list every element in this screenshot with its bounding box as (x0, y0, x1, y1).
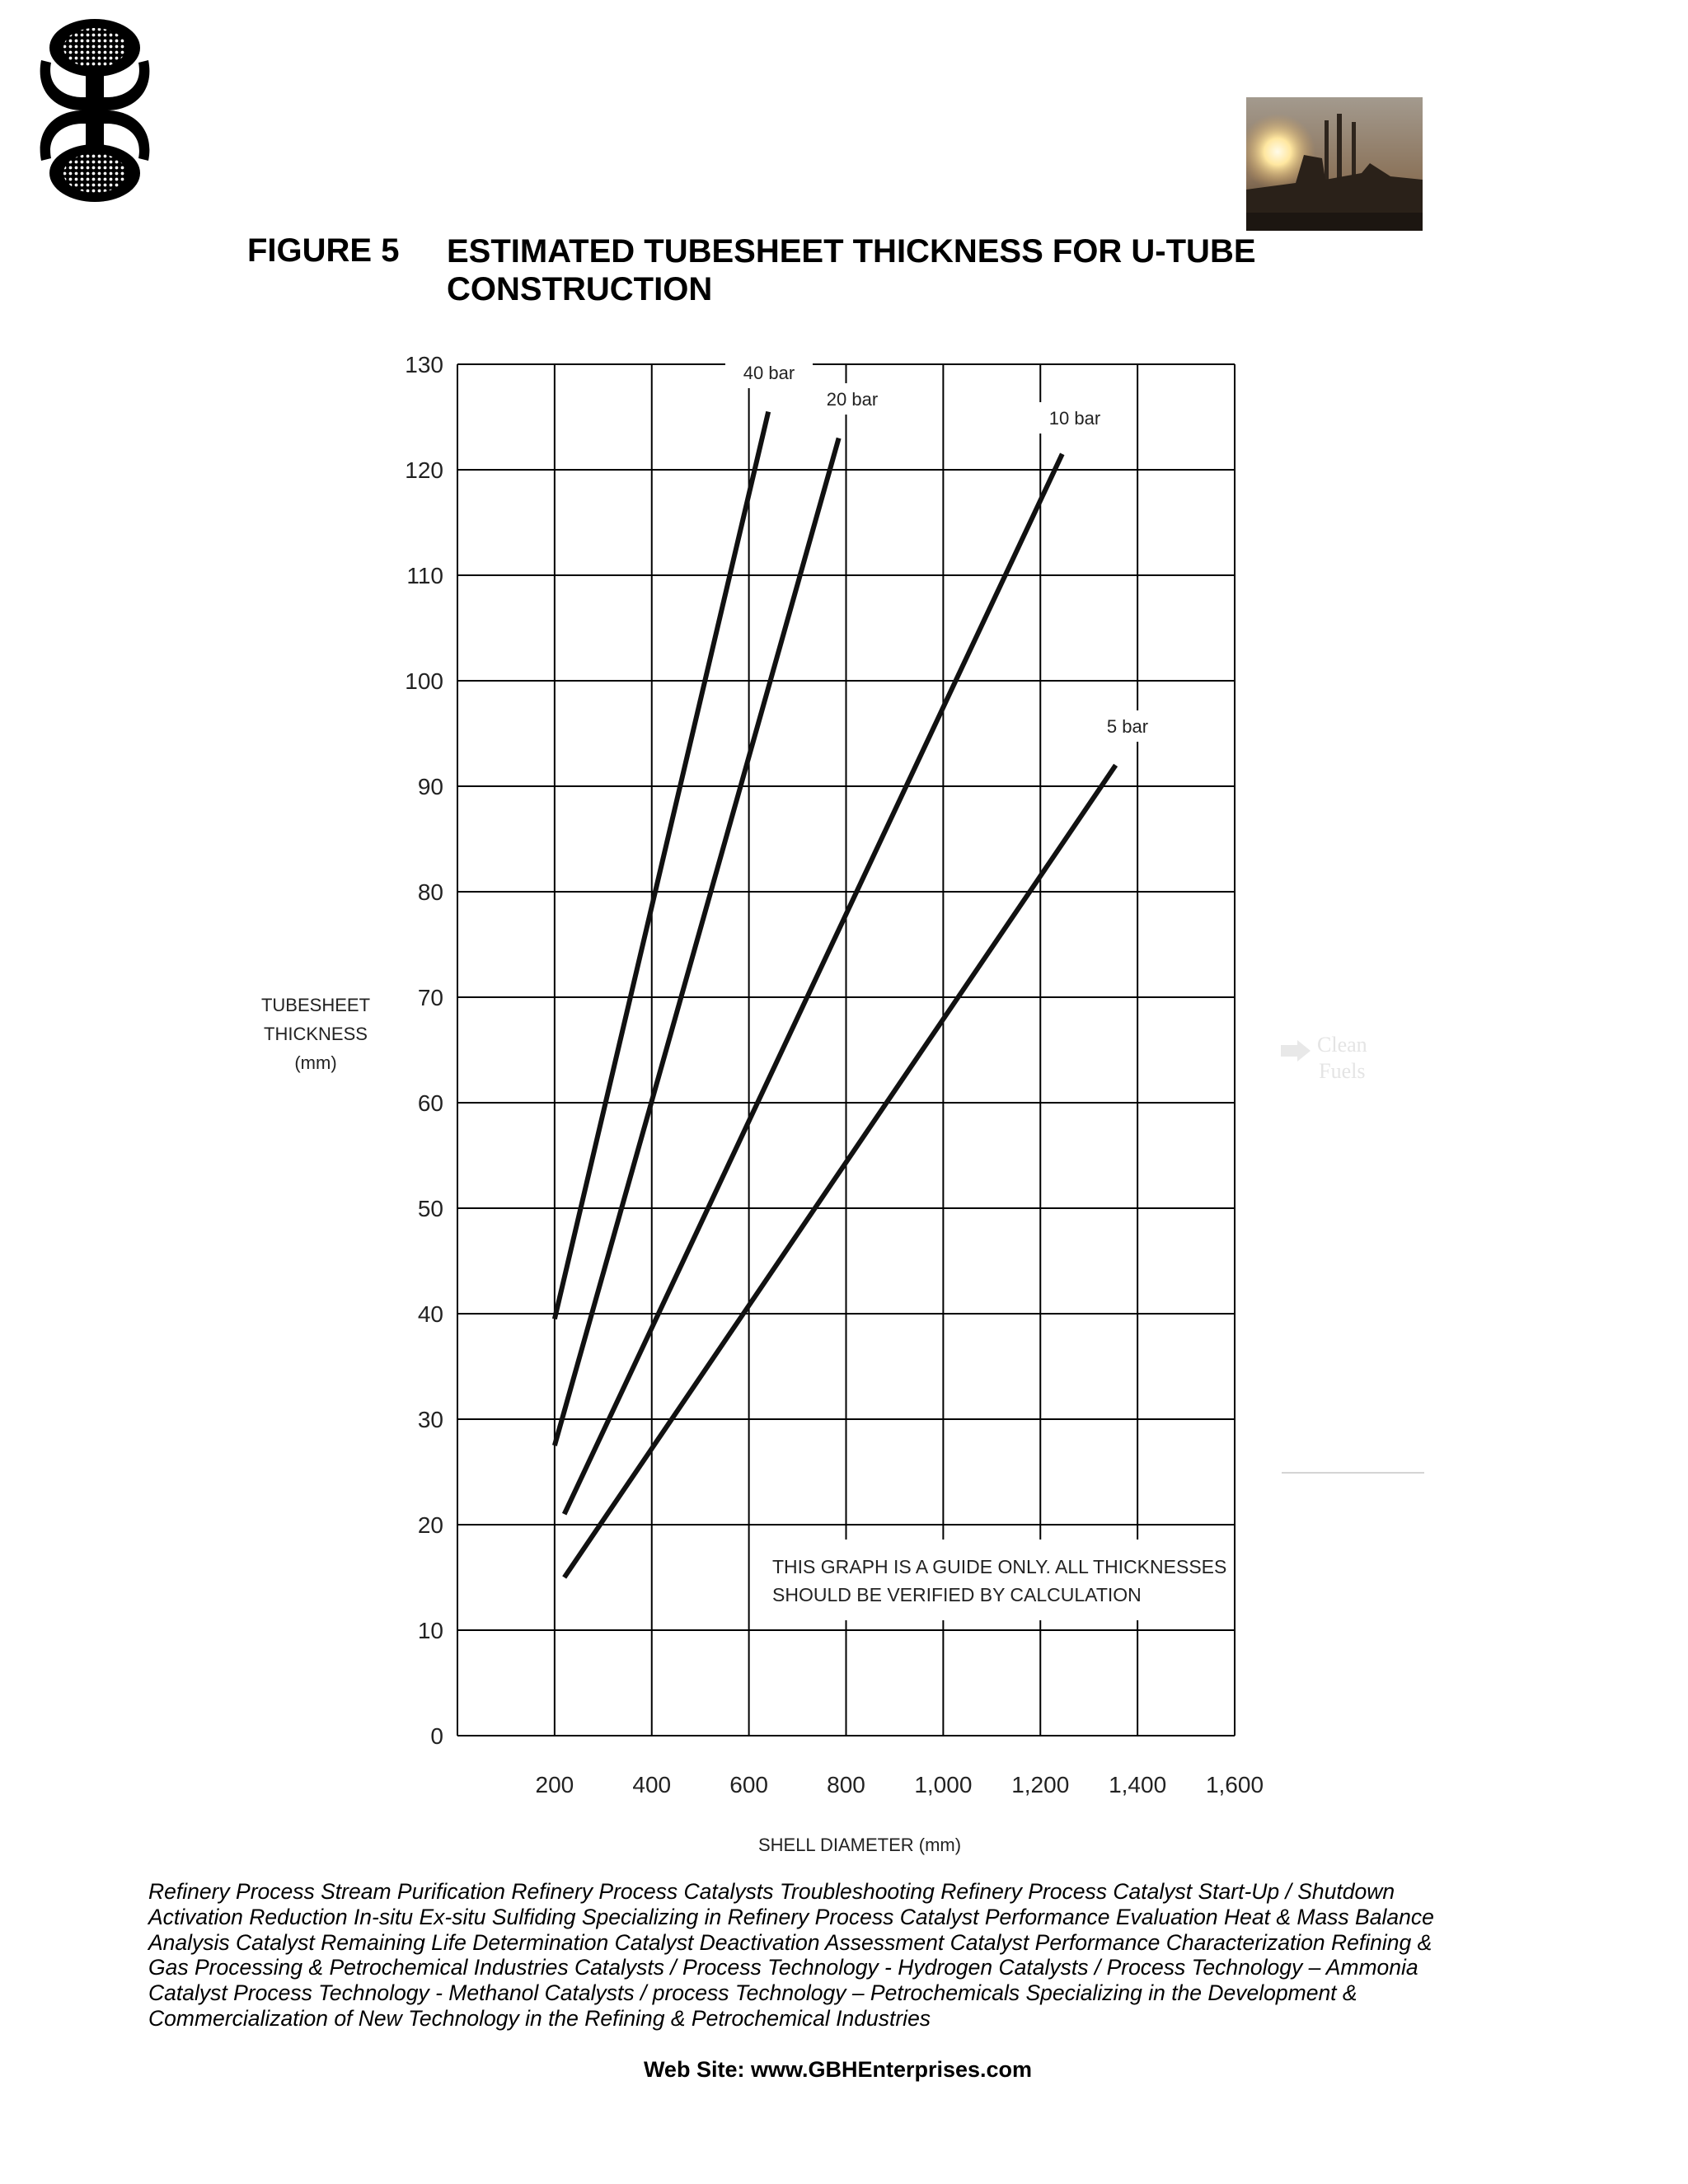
figure-title: ESTIMATED TUBESHEET THICKNESS FOR U-TUBE CONSTRUCTION (447, 233, 1256, 307)
x-tick-label: 1,200 (1011, 1772, 1070, 1797)
y-tick-label: 110 (406, 563, 443, 588)
x-tick-label: 1,000 (914, 1772, 973, 1797)
figure-number: FIGURE 5 (247, 232, 400, 269)
annotation-line: THIS GRAPH IS A GUIDE ONLY. ALL THICKNESSES (772, 1556, 1227, 1577)
y-tick-label: 10 (417, 1618, 443, 1643)
x-tick-labels (536, 1772, 1264, 1797)
y-tick-label: 60 (417, 1090, 443, 1116)
series-line (555, 438, 839, 1446)
y-tick-label: 80 (417, 879, 443, 905)
annotation-bg (757, 1540, 1218, 1620)
y-axis-label: THICKNESS (264, 1024, 368, 1044)
series-label: 5 bar (1106, 716, 1149, 737)
y-axis-label: TUBESHEET (260, 995, 371, 1015)
y-tick-label: 130 (405, 352, 443, 377)
y-tick-label: 50 (417, 1196, 443, 1221)
series-label: 10 bar (1048, 408, 1101, 429)
series-line (565, 765, 1116, 1577)
series-line (565, 454, 1062, 1514)
x-tick-label: 600 (729, 1772, 768, 1797)
y-tick-label: 90 (417, 774, 443, 799)
website-link[interactable]: Web Site: www.GBHEnterprises.com (643, 2057, 1033, 2082)
grid-lines (457, 364, 1235, 1736)
y-tick-label: 0 (430, 1723, 443, 1749)
footer-services-text: Refinery Process Stream Purification Refinery Process Catalysts Troubleshooting Refinery Process Catalyst Start-Up / Shutdown Activation Reduction In-situ Ex-situ Sulfiding Specializing in Refinery Process Catalyst Performance Evaluation Heat & Mass Balance Analysis Catalyst Remaining Life Determination Catalyst Deactivation Assessment Catalyst Performance Characterization Refining & Gas Processing & Petrochemical Industries Catalysts / Process Technology - Hydrogen Catalysts / Process Technology – Ammonia Catalyst Process Technology - Methanol Catalysts / process Technology – Petrochemicals Specializing in the Development & Commercialization of New Technology in the Refining & Petrochemical Industries (148, 1879, 1434, 2031)
x-tick-label: 200 (535, 1772, 574, 1797)
chart-annotation (757, 1540, 1226, 1620)
x-tick-label: 400 (632, 1772, 672, 1797)
y-tick-label: 70 (417, 985, 443, 1010)
series-lines (555, 412, 1116, 1577)
y-tick-label: 100 (405, 668, 443, 694)
y-tick-label: 120 (405, 457, 443, 483)
watermark-line: Clean (1317, 1033, 1367, 1057)
y-tick-label: 30 (417, 1407, 443, 1432)
y-tick-labels (405, 352, 443, 1749)
series-label: 20 bar (826, 389, 879, 410)
y-axis-label: (mm) (294, 1052, 337, 1073)
series-labels (725, 357, 1165, 742)
series-label: 40 bar (743, 363, 795, 383)
axis-labels (261, 995, 961, 1855)
y-tick-label: 20 (417, 1512, 443, 1538)
x-tick-label: 800 (827, 1772, 865, 1797)
x-axis-label: SHELL DIAMETER (mm) (757, 1835, 962, 1855)
x-tick-label: 1,400 (1109, 1772, 1167, 1797)
series-line (555, 412, 768, 1319)
x-tick-label: 1,600 (1205, 1772, 1264, 1797)
y-tick-label: 40 (417, 1301, 443, 1327)
annotation-line: SHOULD BE VERIFIED BY CALCULATION (772, 1584, 1142, 1605)
watermark-line: Fuels (1319, 1059, 1366, 1083)
